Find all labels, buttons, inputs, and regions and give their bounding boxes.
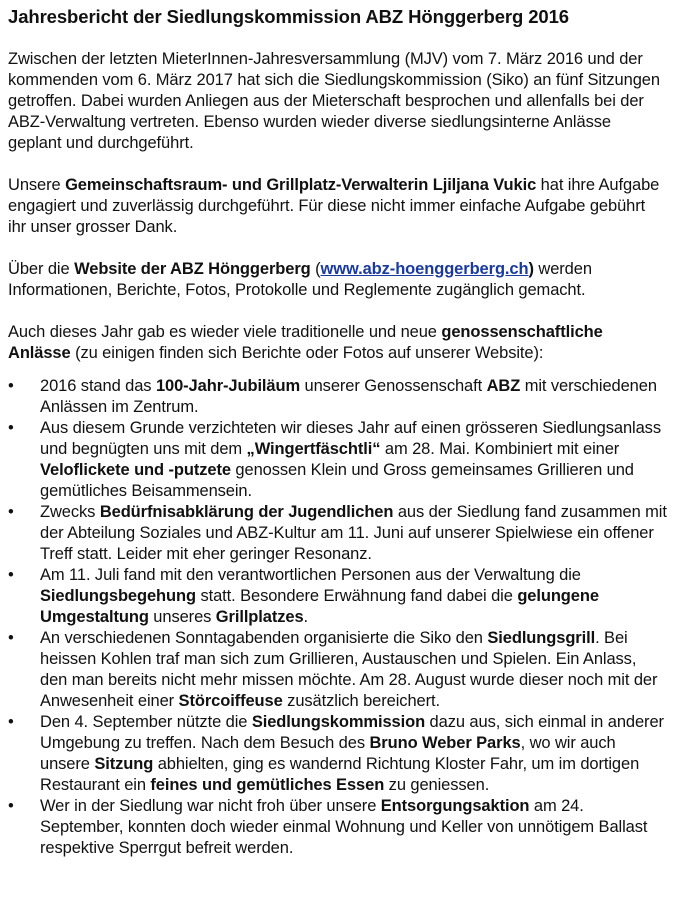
highlight-text: Störcoiffeuse — [178, 692, 283, 710]
text-run: am 28. Mai. Kombiniert mit einer — [380, 440, 620, 458]
text-run: dazu aus, sich einmal in anderer Umgebung zu treffen. Nach dem Besuch des — [40, 713, 664, 752]
bullet-icon: • — [8, 503, 14, 521]
text-run: Über die — [8, 260, 75, 278]
text-run: (zu einigen finden sich Berichte oder Fotos auf unserer Website): — [70, 344, 544, 362]
highlight-text: Siedlungskommission — [251, 713, 426, 731]
text-run: zusätzlich bereichert. — [282, 692, 440, 710]
highlight-text: ABZ — [486, 377, 521, 395]
text-run: hat ihre Aufgabe engagiert und zuverlässig durchgeführt. Für diese nicht immer einfache Aufgabe gebührt ihr unser grosser Dank. — [8, 176, 660, 236]
highlight-text: gelungene Umgestaltung — [40, 587, 599, 626]
text-run: , wo wir auch unsere — [40, 734, 616, 773]
bullet-icon: • — [8, 629, 14, 647]
list-item — [8, 628, 667, 712]
highlight-text: 100-Jahr-Jubiläum — [155, 377, 301, 395]
caretaker-name: Gemeinschaftsraum- und Grillplatz-Verwalterin Ljiljana Vukic — [65, 176, 537, 194]
events-intro-paragraph — [8, 322, 667, 364]
text-run: Den 4. September nützte die — [40, 713, 252, 731]
text-run: Am 11. Juli fand mit den verantwortlichen Personen aus der Verwaltung die — [40, 566, 581, 584]
text-run: ) — [528, 260, 534, 278]
list-item — [8, 418, 667, 502]
list-item — [8, 502, 667, 565]
text-run: zu geniessen. — [384, 776, 490, 794]
text-run: . Bei heissen Kohlen traf man sich zum Grillieren, Austauschen und Spielen. Ein Anlass, den man bereits nicht mehr missen möchte. Am 28. August wurde dieser noch mit der Anwesenheit einer — [40, 629, 658, 710]
bullet-icon: • — [8, 419, 14, 437]
highlight-text: „Wingertfäschtli“ — [246, 440, 381, 458]
website-paragraph — [8, 259, 667, 301]
highlight-text: Grillplatzes — [215, 608, 304, 626]
text-run: statt. Besondere Erwähnung fand dabei die — [195, 587, 518, 605]
document-title: Jahresbericht der Siedlungskommission ABZ Hönggerberg 2016 — [8, 6, 569, 27]
website-link[interactable]: www.abz-hoenggerberg.ch — [320, 260, 529, 278]
bullet-icon: • — [8, 377, 14, 395]
bullet-icon: • — [8, 566, 14, 584]
text-run: unseres — [148, 608, 216, 626]
text-run: am 24. September, konnten doch wieder einmal Wohnung und Keller von unnötigem Ballast respektive Sperrgut befreit werden. — [40, 797, 648, 857]
text-run: Zwecks — [40, 503, 100, 521]
highlight-text: Siedlungsgrill — [487, 629, 596, 647]
events-list — [8, 376, 667, 859]
text-run: unserer Genossenschaft — [300, 377, 487, 395]
text-run: Aus diesem Grunde verzichteten wir dieses Jahr auf einen grösseren Siedlungsanlass und begnügten uns mit dem — [40, 419, 661, 458]
highlight-text: Veloflickete und -putzete — [40, 461, 231, 479]
bullet-icon: • — [8, 713, 14, 731]
highlight-text: Sitzung — [94, 755, 154, 773]
text-run: Unsere — [8, 176, 66, 194]
highlight-text: Bruno Weber Parks — [369, 734, 521, 752]
text-run: ( — [310, 260, 321, 278]
text-run: aus der Siedlung fand zusammen mit der Abteilung Soziales und ABZ-Kultur am 11. Juni auf unserer Spielwiese ein offener Treff statt. Leider mit eher geringer Resonanz. — [40, 503, 667, 563]
highlight-text: Siedlungsbegehung — [40, 587, 196, 605]
text-run: abhielten, ging es wandernd Richtung Kloster Fahr, um im dortigen Restaurant ein — [40, 755, 640, 794]
events-label: genossenschaftliche Anlässe — [8, 323, 603, 362]
list-item — [8, 796, 667, 859]
text-run: 2016 stand das — [40, 377, 156, 395]
text-run: . — [303, 608, 309, 626]
text-run: Auch dieses Jahr gab es wieder viele traditionelle und neue — [8, 323, 442, 341]
intro-text: Zwischen der letzten MieterInnen-Jahresversammlung (MJV) vom 7. März 2016 und der kommenden vom 6. März 2017 hat sich die Siedlungskommission (Siko) an fünf Sitzungen getroffen. Dabei wurden Anliegen aus der Mieterschaft besprochen und allenfalls bei der ABZ-Verwaltung vertreten. Ebenso wurden wieder diverse siedlungsinterne Anlässe geplant und durchgeführt. — [8, 50, 660, 152]
text-run: werden Informationen, Berichte, Fotos, Protokolle und Reglemente zugänglich gemacht. — [8, 260, 592, 299]
website-label: Website der ABZ Hönggerberg — [74, 260, 311, 278]
bullet-icon: • — [8, 797, 14, 815]
text-run: mit verschiedenen Anlässen im Zentrum. — [40, 377, 657, 416]
highlight-text: Bedürfnisabklärung der Jugendlichen — [99, 503, 394, 521]
list-item — [8, 565, 667, 628]
list-item — [8, 376, 667, 418]
text-run: Wer in der Siedlung war nicht froh über unsere — [40, 797, 381, 815]
caretaker-paragraph — [8, 175, 667, 238]
intro-paragraph — [8, 49, 667, 154]
text-run: An verschiedenen Sonntagabenden organisierte die Siko den — [40, 629, 488, 647]
highlight-text: Entsorgungsaktion — [380, 797, 530, 815]
highlight-text: feines und gemütliches Essen — [150, 776, 385, 794]
list-item — [8, 712, 667, 796]
text-run: genossen Klein und Gross gemeinsames Grillieren und gemütliches Beisammensein. — [40, 461, 634, 500]
